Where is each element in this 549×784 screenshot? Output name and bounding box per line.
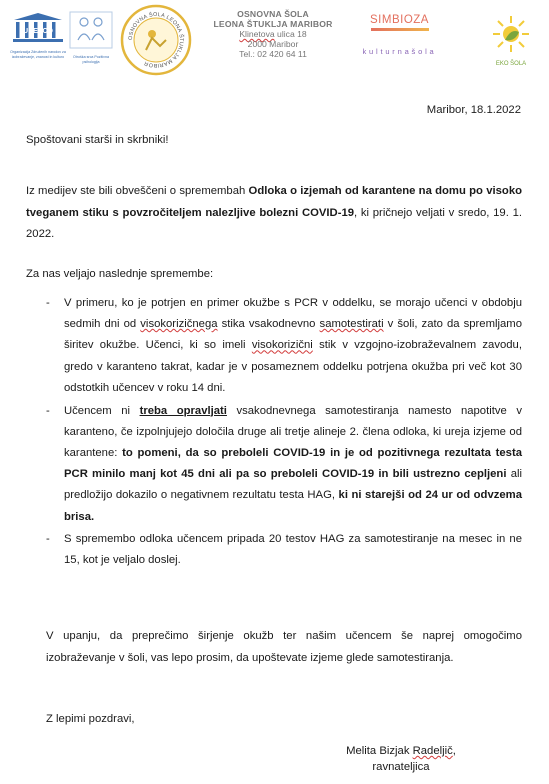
intro-text-a: Iz medijev ste bili obveščeni o spremembah [26, 185, 249, 197]
seal-text: OSNOVNA ŠOLA LEONA ŠTUKLJA MARIBOR [127, 11, 185, 69]
intro-paragraph [26, 181, 522, 246]
item1-text-g: stik v vzgojno-izobraževalnem zavodu, gredo v karanteno takrat, kadar je v posameznem oddelku potrjena okužba pri več kot 30 odstotkih učencev v roku 14 dni. [64, 339, 522, 394]
signature-block [326, 743, 476, 775]
signer-comma: , [452, 745, 456, 757]
list-dash: - [46, 533, 50, 546]
school-phone: Tel.: 02 420 64 11 [239, 49, 307, 59]
item1-text-d: samotestirati [319, 318, 384, 331]
item1-text-e: v šoli, zato da spremljamo širitev okužbe. Učenci, ki so imeli [64, 318, 522, 352]
school-address-block [198, 9, 348, 59]
changes-list [46, 293, 522, 573]
list-dash: - [46, 404, 50, 417]
kulturna-sola-text: kulturnašola [362, 47, 437, 56]
unesco-logo [8, 12, 68, 68]
letterhead [0, 0, 549, 80]
school-name-line-2: LEONA ŠTUKLJA MARIBOR [213, 19, 333, 29]
intro-decree-title: Odloka o izjemah od karantene na domu po visoko tveganem stiku s povzročiteljem nalezljive bolezni COVID-19 [26, 185, 522, 219]
closing-salutation: Z lepimi pozdravi, [46, 713, 135, 725]
item1-text-f: visokorizični [251, 339, 313, 352]
signer-name [326, 743, 476, 759]
school-seal-icon [120, 4, 192, 76]
eko-sola-text: EKO ŠOLA [495, 61, 527, 67]
list-item [46, 529, 522, 571]
item2-text-f: ki ni starejši od 24 ur od odvzema brisa. [64, 489, 522, 523]
item1-text-c: stika vsakodnevno [217, 318, 320, 331]
simbioza-text: SIMBIOZA [370, 14, 429, 26]
list-dash: - [46, 297, 50, 309]
intro-text-c: , ki pričnejo veljati v sredo, 19. 1. 2022. [26, 206, 522, 241]
children-caption: Otroška srca Pozitivna psihologija [73, 55, 109, 64]
letter-greeting: Spoštovani starši in skrbniki! [26, 134, 169, 146]
school-street [198, 29, 348, 39]
item3-text: S spremembo odloka učencem pripada 20 testov HAG za samotestiranje na mesec in ne 15, kot je veljalo doslej. [64, 533, 522, 567]
item2-text-c: vsakodnevnega samotestiranja namesto napotitve v karanteno, če izpolnjujejo določila druge ali tretje alineje 2. člena odloka, ki ureja izjeme od karantene: [64, 404, 522, 459]
svg-text:UNESCO: UNESCO [23, 28, 53, 35]
signer-title: ravnateljica [372, 761, 430, 773]
item2-text-a: Učencem ni [64, 404, 140, 417]
item2-text-b: treba opravljati [139, 404, 227, 417]
unesco-temple-icon [8, 12, 68, 48]
children-logo [68, 10, 114, 68]
changes-intro: Za nas veljajo naslednje spremembe: [26, 268, 214, 280]
street-rest: ulica 18 [274, 29, 307, 39]
item2-text-e: ali predložijo dokazilo o negativnem rezultatu testa HAG, [64, 468, 522, 502]
signer-last: Radeljič [412, 745, 453, 757]
signer-first: Melita Bizjak [346, 745, 413, 757]
list-item [46, 401, 522, 528]
item1-text-a: V primeru, ko je potrjen en primer okužbe s PCR v oddelku, se morajo učenci v obdobju sedmih dni od [64, 297, 522, 331]
item2-text-d: to pomeni, da so preboleli COVID-19 in je od pozitivnega rezultata testa PCR minilo manj kot 45 dni ali pa so preboleli COVID-19 in bili ustrezno cepljeni [64, 446, 522, 481]
children-figures-icon [68, 10, 114, 50]
street-name: Klinetova [239, 29, 275, 39]
list-item [46, 293, 522, 399]
school-name-line-1: OSNOVNA ŠOLA [237, 9, 309, 19]
eko-sola-logo [482, 14, 540, 70]
sun-leaf-icon [491, 14, 531, 54]
simbioza-bar [371, 28, 429, 31]
simbioza-logo [352, 14, 447, 70]
school-seal [120, 4, 192, 76]
item1-text-b: visokorizičnega [140, 318, 218, 331]
letter-date: Maribor, 18.1.2022 [426, 104, 521, 116]
school-postal: 2000 Maribor [247, 39, 299, 49]
unesco-caption: Organizacija Združenih narodov za izobraževanje, znanost in kulturo [10, 50, 66, 59]
closing-paragraph: V upanju, da preprečimo širjenje okužb ter našim učencem še naprej omogočimo izobraževanje v šoli, vas lepo prosim, da upoštevate izjeme glede samotestiranja. [46, 630, 522, 664]
